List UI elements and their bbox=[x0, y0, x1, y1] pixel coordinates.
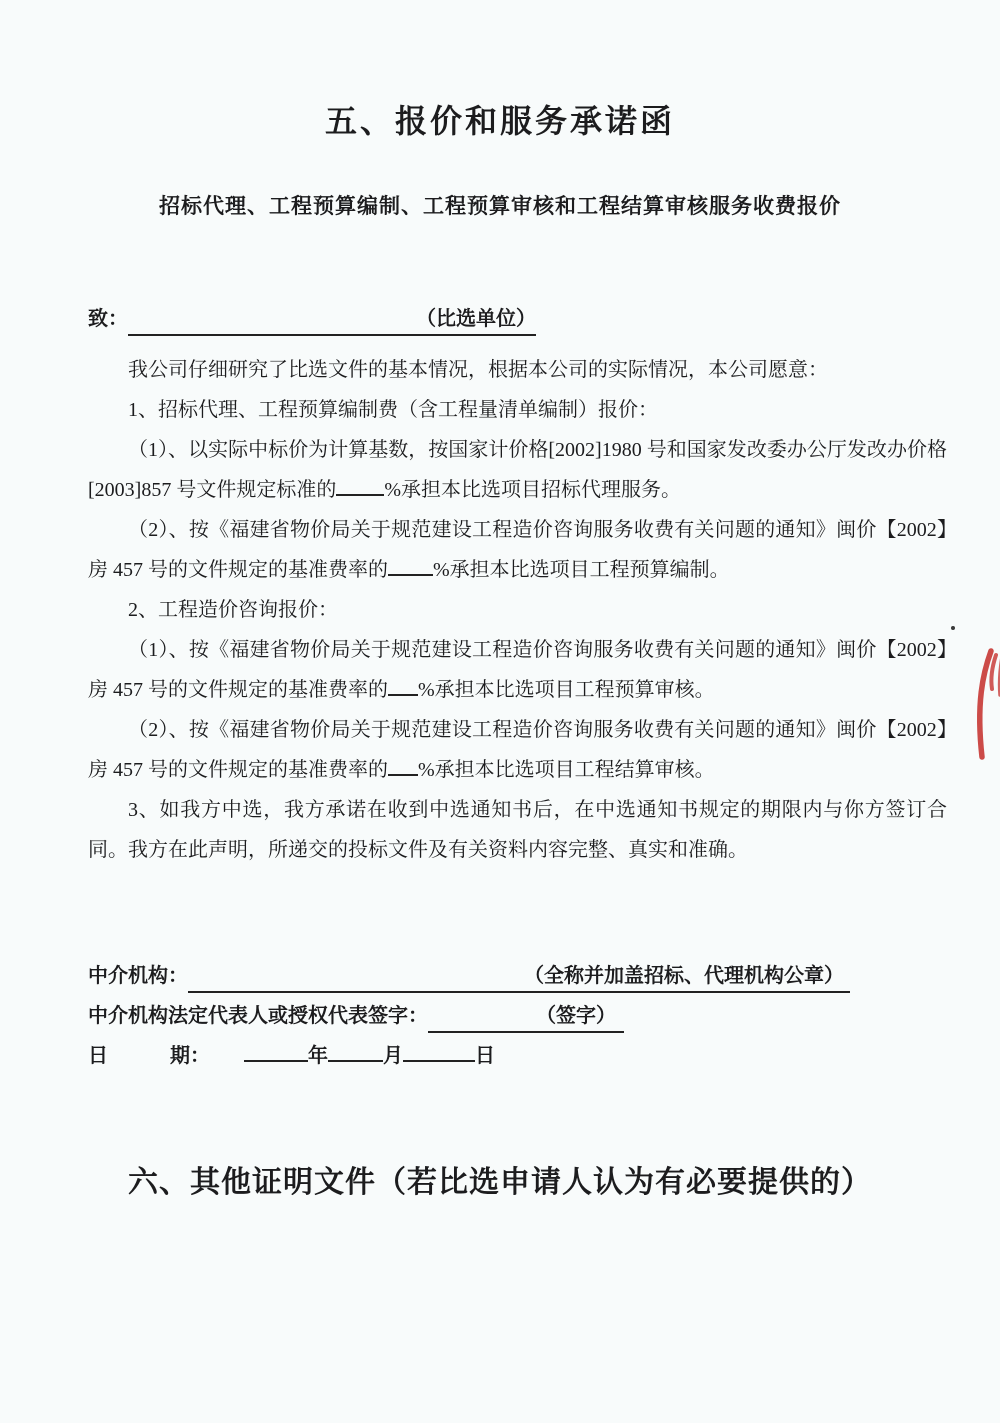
item1-1-text-before: （1）、以实际中标价为计算基数，按国家计价格[2002]1980 号和国家发改委办公厅发改办价格[2003]857 号文件规定标准的 bbox=[88, 439, 947, 501]
document-body bbox=[0, 302, 1000, 1076]
agency-blank-group bbox=[188, 961, 850, 993]
signature-block bbox=[88, 956, 947, 1076]
signature-annotation: （签字） bbox=[536, 1005, 616, 1027]
fee-rate-blank-3 bbox=[388, 674, 418, 696]
paragraph-item2-heading: 2、工程造价咨询报价： bbox=[128, 599, 338, 621]
to-label: 致： bbox=[88, 308, 128, 330]
page-title: 五、报价和服务承诺函 bbox=[324, 103, 675, 139]
paragraph-intro: 我公司仔细研究了比选文件的基本情况，根据本公司的实际情况，本公司愿意： bbox=[128, 359, 828, 381]
paragraph-item2-1 bbox=[88, 630, 947, 710]
doc-subtitle: 招标代理、工程预算编制、工程预算审核和工程结算审核服务收费报价 bbox=[159, 194, 841, 218]
section-six-title: 六、其他证明文件（若比选申请人认为有必要提供的） bbox=[128, 1166, 872, 1199]
year-label: 年 bbox=[308, 1045, 328, 1067]
representative-blank-group bbox=[428, 1001, 624, 1033]
representative-label: 中介机构法定代表人或授权代表签字： bbox=[88, 1005, 428, 1027]
paragraph-item1-2 bbox=[88, 510, 947, 590]
item2-2-text-before: （2）、按《福建省物价局关于规范建设工程造价咨询服务收费有关问题的通知》闽价【2002】房 457 号的文件规定的基准费率的 bbox=[88, 719, 947, 781]
item1-2-text-before: （2）、按《福建省物价局关于规范建设工程造价咨询服务收费有关问题的通知》闽价【2002】房 457 号的文件规定的基准费率的 bbox=[88, 519, 947, 581]
agency-label: 中介机构： bbox=[88, 965, 188, 987]
item1-2-text-after: %承担本比选项目工程预算编制。 bbox=[433, 559, 730, 581]
scan-speck bbox=[951, 626, 955, 630]
date-day-blank bbox=[403, 1040, 475, 1062]
date-month-blank bbox=[328, 1040, 383, 1062]
day-label: 日 bbox=[475, 1045, 495, 1067]
agency-blank-line bbox=[188, 964, 524, 982]
item2-1-text-after: %承担本比选项目工程预算审核。 bbox=[418, 679, 715, 701]
agency-line bbox=[88, 956, 947, 996]
date-line bbox=[88, 1036, 947, 1076]
paragraph-item2-2 bbox=[88, 710, 947, 790]
to-line bbox=[88, 302, 947, 336]
item2-2-text-after: %承担本比选项目工程结算审核。 bbox=[418, 759, 715, 781]
fee-rate-blank-2 bbox=[388, 554, 433, 576]
paragraph-item1-1 bbox=[88, 430, 947, 510]
date-year-blank bbox=[244, 1040, 308, 1062]
item1-1-text-after: %承担本比选项目招标代理服务。 bbox=[384, 479, 681, 501]
recipient-blank-line bbox=[128, 307, 416, 325]
recipient-blank-group bbox=[128, 304, 536, 336]
item2-1-text-before: （1）、按《福建省物价局关于规范建设工程造价咨询服务收费有关问题的通知》闽价【2002】房 457 号的文件规定的基准费率的 bbox=[88, 639, 947, 701]
month-label: 月 bbox=[383, 1045, 403, 1067]
paragraph-item3: 3、如我方中选，我方承诺在收到中选通知书后，在中选通知书规定的期限内与你方签订合同。我方在此声明，所递交的投标文件及有关资料内容完整、真实和准确。 bbox=[88, 799, 947, 861]
date-label-part2: 期： bbox=[170, 1045, 210, 1067]
date-label-part1: 日 bbox=[88, 1045, 108, 1067]
fee-rate-blank-1 bbox=[336, 474, 384, 496]
agency-annotation: （全称并加盖招标、代理机构公章） bbox=[524, 965, 844, 987]
fee-rate-blank-4 bbox=[388, 754, 418, 776]
representative-line bbox=[88, 996, 947, 1036]
signature-blank-line bbox=[428, 1004, 536, 1022]
paragraph-item1-heading: 1、招标代理、工程预算编制费（含工程量清单编制）报价： bbox=[128, 399, 658, 421]
recipient-annotation: （比选单位） bbox=[416, 308, 536, 330]
